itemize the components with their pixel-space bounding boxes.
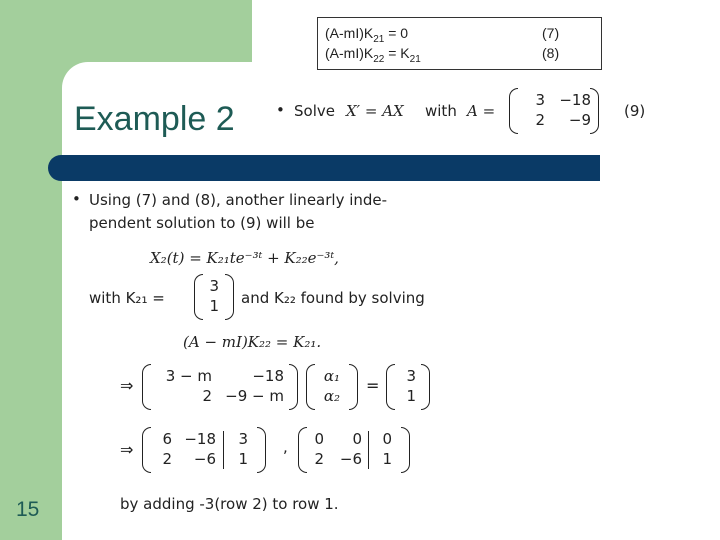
equation-number-8: (8) [542, 45, 560, 61]
with-label: with [425, 102, 457, 120]
green-side-strip [0, 155, 62, 540]
augmented-matrix-2: 0 0 0 2 −6 1 [298, 427, 410, 473]
with-k21-label: with K₂₁ = [89, 289, 165, 307]
solve-equation: (A − mI)K₂₂ = K₂₁. [183, 333, 322, 351]
paragraph-line-2: pendent solution to (9) will be [89, 214, 315, 232]
row-operation-note: by adding -3(row 2) to row 1. [120, 495, 339, 513]
matrix-a: 3 −18 2 −9 [509, 88, 599, 134]
bullet-dot: • [276, 101, 285, 119]
equals-sign: = [366, 376, 380, 395]
solve-label: Solve [294, 102, 335, 120]
equation-box [317, 17, 602, 70]
equation-number-9: (9) [624, 102, 646, 120]
augmented-matrix-1: 6 −18 3 2 −6 1 [142, 427, 266, 473]
found-by-solving: and K₂₂ found by solving [241, 289, 425, 307]
implies-arrow: ⇒ [120, 376, 134, 395]
solution-x2: X₂(t) = K₂₁te⁻³ᵗ + K₂₂e⁻³ᵗ, [150, 249, 339, 267]
system-matrix: 3 − m −18 2 −9 − m [142, 364, 298, 410]
paragraph-line-1: Using (7) and (8), another linearly inde- [89, 191, 388, 209]
vector-k21: 3 1 [194, 274, 234, 320]
slide-number: 15 [16, 498, 40, 521]
ode-equation: X′ = AX [346, 102, 404, 120]
comma: , [283, 438, 288, 456]
alpha-vector: α₁ α₂ [306, 364, 358, 410]
equation-number-7: (7) [542, 25, 560, 41]
bullet-dot: • [72, 190, 81, 208]
slide-title: Example 2 [74, 100, 235, 138]
equation-line-8: $(A-mI)K_{22} = K_{21}$ [325, 45, 421, 65]
equation-line-7: $(A-mI)K_{21} = 0$ [325, 25, 409, 45]
a-equals: A = [467, 102, 496, 120]
title-divider-bar [48, 155, 600, 181]
rhs-vector: 3 1 [386, 364, 430, 410]
implies-arrow: ⇒ [120, 440, 134, 459]
